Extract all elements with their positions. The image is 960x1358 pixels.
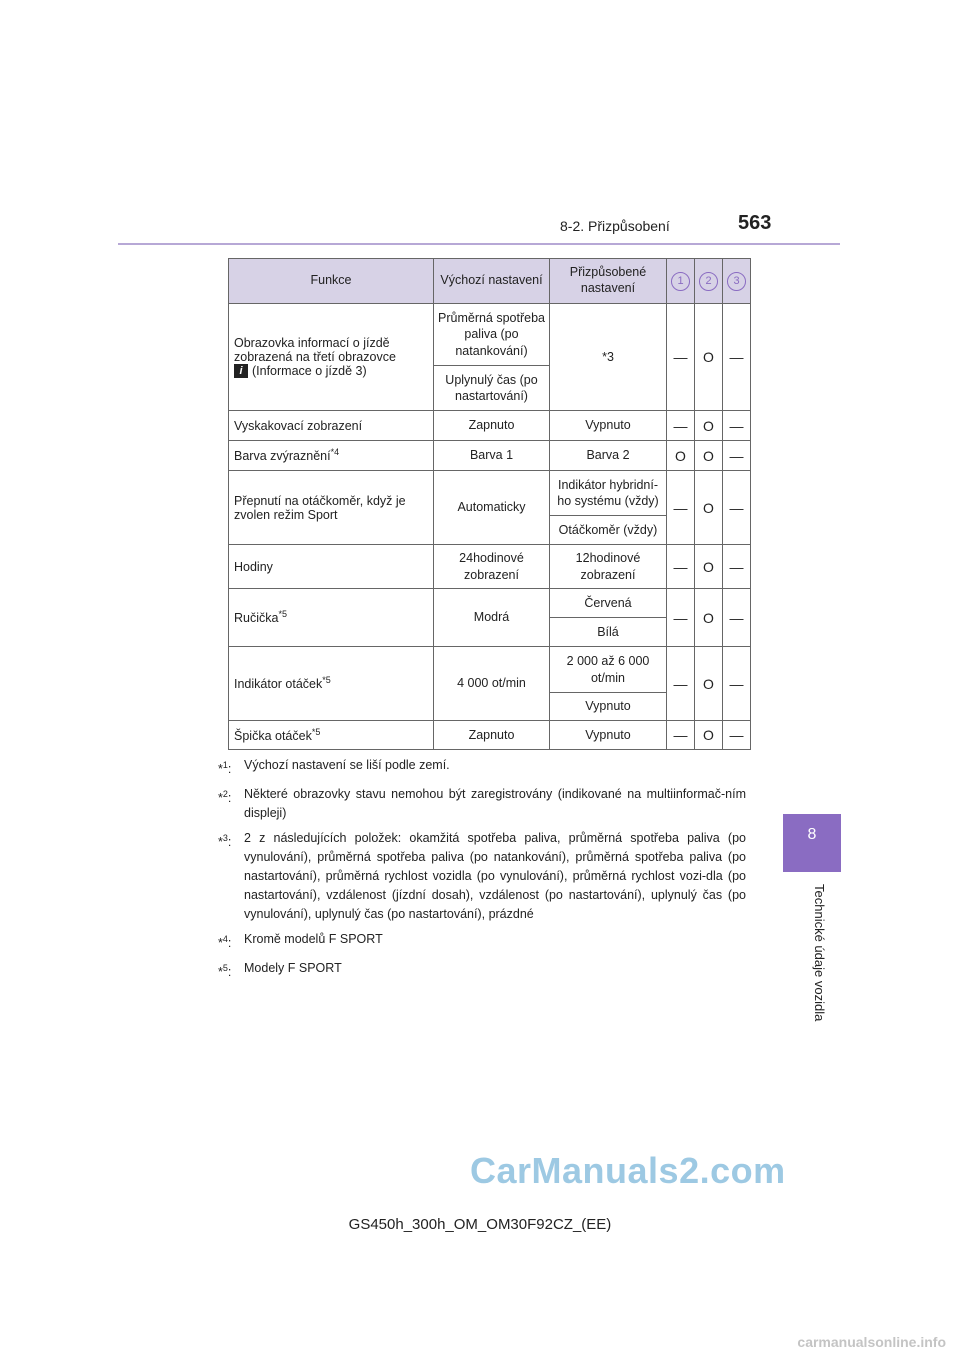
row4-mode-3: — (723, 471, 751, 545)
table-header-row (229, 259, 751, 304)
row7-custom-b: Vypnuto (550, 693, 667, 721)
row6-custom-b: Bílá (550, 618, 667, 647)
column-header-mode-2 (695, 259, 723, 304)
row3-footnote-ref: *4 (330, 447, 340, 458)
row8-mode-1: — (667, 721, 695, 750)
row5-mode-1: — (667, 545, 695, 589)
row3-feature: Barva zvýraznění$^{*4}$ (229, 441, 434, 471)
footnote-5: *$^5$: Modely F SPORT (218, 961, 342, 980)
page-number: 563 (738, 212, 772, 234)
chapter-number: 8 (807, 826, 817, 843)
row5-mode-2: O (695, 545, 723, 589)
footnotes (218, 756, 746, 988)
column-header-default: Výchozí nastavení (434, 259, 550, 304)
row3-custom: Barva 2 (550, 441, 667, 471)
row1-mode-2: O (695, 304, 723, 411)
table-row (229, 721, 751, 750)
row7-footnote-ref: *5 (322, 675, 331, 686)
row5-default: 24hodinové zobrazení (434, 545, 550, 589)
section-title: 8-2. Přizpůsobení (560, 218, 670, 234)
column-header-mode-1 (667, 259, 695, 304)
mode-3-circle-icon: 3 (727, 272, 746, 291)
row5-feature: Hodiny (229, 545, 434, 589)
table-row (229, 304, 751, 366)
row6-mode-2: O (695, 589, 723, 647)
row8-custom: Vypnuto (550, 721, 667, 750)
table-row (229, 441, 751, 471)
footnote-2: *$^2$: Některé obrazovky stavu nemohou být zaregistrovány (indikované na multiinformač-ním displeji) (218, 787, 746, 821)
row5-custom: 12hodinové zobrazení (550, 545, 667, 589)
footnote-1: *$^1$: Výchozí nastavení se liší podle zemí. (218, 758, 450, 777)
row1-default-b: Uplynulý čas (po nastartování) (434, 366, 550, 411)
table-row (229, 545, 751, 589)
row1-feature: Obrazovka informací o jízdě zobrazená na třetí obrazovce i (Informace o jízdě 3) (229, 304, 434, 411)
info-icon: i (234, 364, 248, 378)
row8-footnote-ref: *5 (311, 726, 321, 737)
row7-mode-1: — (667, 647, 695, 721)
row1-mode-3: — (723, 304, 751, 411)
table-row (229, 471, 751, 516)
row4-mode-2: O (695, 471, 723, 545)
row1-mode-1: — (667, 304, 695, 411)
row4-mode-1: — (667, 471, 695, 545)
row4-default: Automaticky (434, 471, 550, 545)
row3-default: Barva 1 (434, 441, 550, 471)
row7-mode-3: — (723, 647, 751, 721)
footnote-4: *$^4$: Kromě modelů F SPORT (218, 932, 383, 951)
row2-mode-2: O (695, 411, 723, 441)
column-header-function: Funkce (229, 259, 434, 304)
row3-mode-2: O (695, 441, 723, 471)
row7-feature: Indikátor otáček$^{*5}$ (229, 647, 434, 721)
row2-mode-3: — (723, 411, 751, 441)
table-row (229, 647, 751, 693)
column-header-mode-3 (723, 259, 751, 304)
row6-default: Modrá (434, 589, 550, 647)
row4-custom-b: Otáčkoměr (vždy) (550, 516, 667, 545)
watermark-logo: CarManuals2.com (470, 1150, 786, 1191)
row8-feature: Špička otáček$^{*5}$ (229, 721, 434, 750)
row1-default-a: Průměrná spotřeba paliva (po natankování) (434, 304, 550, 366)
mode-1-circle-icon: 1 (671, 272, 690, 291)
row6-mode-3: — (723, 589, 751, 647)
row4-feature: Přepnutí na otáčkoměr, když je zvolen režim Sport (229, 471, 434, 545)
table-row (229, 589, 751, 618)
row1-custom: *3 (550, 304, 667, 411)
row7-custom-a: 2 000 až 6 000 ot/min (550, 647, 667, 693)
row2-feature: Vyskakovací zobrazení (229, 411, 434, 441)
chapter-title: Technické údaje vozidla (812, 884, 827, 1022)
settings-table (228, 258, 751, 750)
row5-mode-3: — (723, 545, 751, 589)
mode-2-circle-icon: 2 (699, 272, 718, 291)
watermark-url: carmanualsonline.info (797, 1334, 946, 1350)
row8-mode-3: — (723, 721, 751, 750)
header-divider (118, 243, 840, 245)
footnote-3: *$^3$: 2 z následujících položek: okamžitá spotřeba paliva, průměrná spotřeba paliva (po vynulování), průměrná spotřeba paliva (po natankování), průměrná spotřeba paliva (po nastartování), průměrná rychlost vozidla (po vynulování), průměrná rychlost vozi-dla (po nastartování), vzdálenost (jízdní dosah), vzdálenost (po nastartování), uplynulý čas (po vynulování), uplynulý čas (po nastartování), prázdné (218, 831, 746, 922)
row3-mode-1: O (667, 441, 695, 471)
row2-mode-1: — (667, 411, 695, 441)
row6-feature: Ručička$^{*5}$ (229, 589, 434, 647)
row6-custom-a: Červená (550, 589, 667, 618)
table-row (229, 411, 751, 441)
row7-mode-2: O (695, 647, 723, 721)
row8-mode-2: O (695, 721, 723, 750)
row8-default: Zapnuto (434, 721, 550, 750)
row4-custom-a: Indikátor hybridní-ho systému (vždy) (550, 471, 667, 516)
column-header-custom: Přizpůsobené nastavení (550, 259, 667, 304)
row6-footnote-ref: *5 (278, 609, 287, 620)
row2-default: Zapnuto (434, 411, 550, 441)
row2-custom: Vypnuto (550, 411, 667, 441)
row7-default: 4 000 ot/min (434, 647, 550, 721)
document-code: GS450h_300h_OM_OM30F92CZ_(EE) (348, 1216, 612, 1233)
row3-mode-3: — (723, 441, 751, 471)
row6-mode-1: — (667, 589, 695, 647)
